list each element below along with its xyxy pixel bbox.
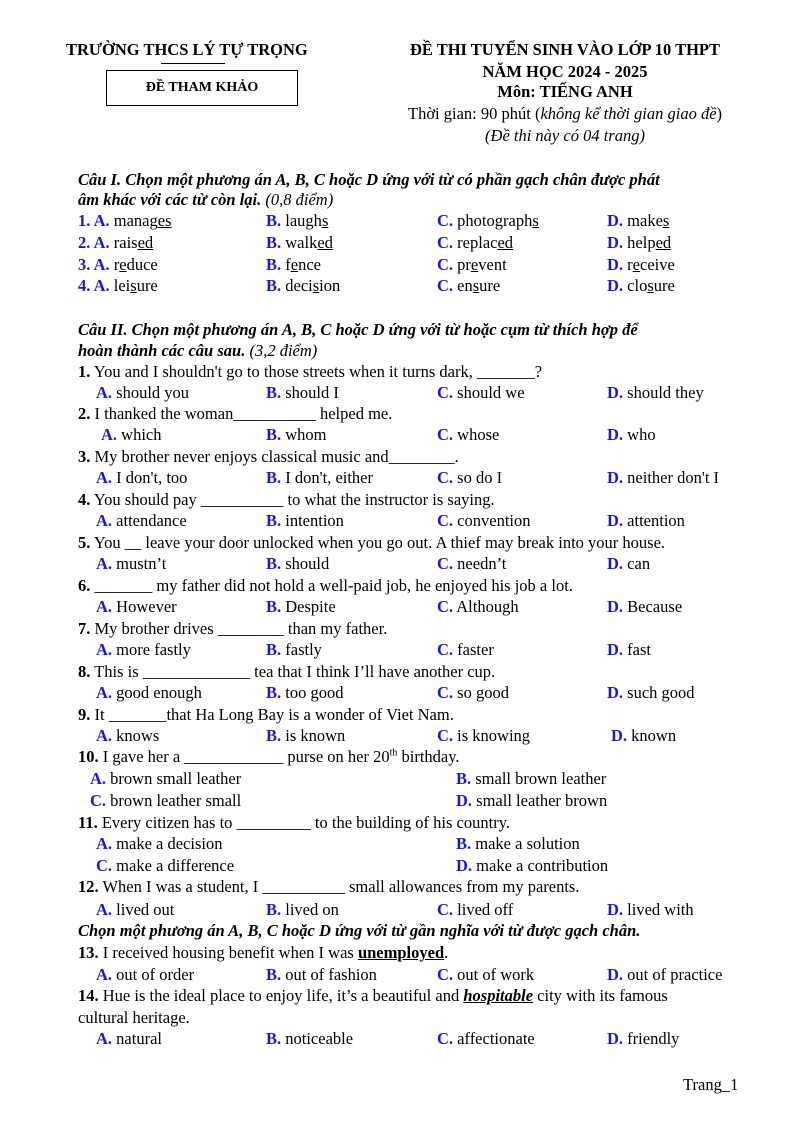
pron-q2-option-a[interactable]: 2. A. raised bbox=[78, 233, 154, 252]
q8-option-b[interactable]: B. too good bbox=[266, 683, 344, 702]
q10-option-c[interactable]: C. brown leather small bbox=[90, 791, 242, 810]
q9-option-b[interactable]: B. is known bbox=[266, 726, 346, 745]
pron-q1-option-b[interactable]: B. laughs bbox=[266, 211, 329, 230]
question-8: 8. This is _____________ tea that I think I’ll have another cup. bbox=[78, 662, 496, 681]
option-word: fence bbox=[285, 255, 321, 274]
question-10: 10. I gave her a ____________ purse on her 20th birthday. bbox=[78, 747, 460, 766]
q4-option-b[interactable]: B. intention bbox=[266, 511, 344, 530]
q6-option-c[interactable]: C. Although bbox=[437, 597, 519, 616]
q13-option-b[interactable]: B. out of fashion bbox=[266, 965, 377, 984]
underlined-word: unemployed bbox=[357, 943, 445, 962]
q7-option-a[interactable]: A. more fastly bbox=[96, 640, 191, 659]
pron-q1-option-c[interactable]: C. photographs bbox=[437, 211, 539, 230]
q7-option-b[interactable]: B. fastly bbox=[266, 640, 322, 659]
option-word: ensure bbox=[457, 276, 501, 295]
question-6: 6. _______ my father did not hold a well-paid job, he enjoyed his job a lot. bbox=[78, 576, 573, 595]
q11-option-d[interactable]: D. make a contribution bbox=[456, 856, 609, 875]
option-word: replaced bbox=[457, 233, 514, 252]
q8-option-c[interactable]: C. so good bbox=[437, 683, 509, 702]
option-word: receive bbox=[627, 255, 675, 274]
q4-option-c[interactable]: C. convention bbox=[437, 511, 531, 530]
pron-q2-option-d[interactable]: D. helped bbox=[607, 233, 672, 252]
option-word: prevent bbox=[457, 255, 507, 274]
pron-q1-option-a[interactable]: 1. A. manages bbox=[78, 211, 172, 230]
q8-option-a[interactable]: A. good enough bbox=[96, 683, 202, 702]
pron-q4-option-c[interactable]: C. ensure bbox=[437, 276, 501, 295]
q2-option-d[interactable]: D. who bbox=[607, 425, 656, 444]
synonym-section-title: Chọn một phương án A, B, C hoặc D ứng với từ gần nghĩa với từ được gạch chân. bbox=[78, 921, 641, 940]
page-count-note: (Đề thi này có 04 trang) bbox=[485, 126, 645, 145]
exam-time: Thời gian: 90 phút (không kể thời gian giao đề) bbox=[407, 104, 723, 123]
pron-q3-option-c[interactable]: C. prevent bbox=[437, 255, 507, 274]
exam-title: ĐỀ THI TUYỂN SINH VÀO LỚP 10 THPT bbox=[409, 40, 721, 59]
reference-exam-badge: ĐỀ THAM KHẢO bbox=[106, 70, 298, 106]
option-word: decision bbox=[285, 276, 341, 295]
school-name: TRƯỜNG THCS LÝ TỰ TRỌNG bbox=[66, 40, 308, 59]
question-14-line2: cultural heritage. bbox=[78, 1008, 190, 1027]
exam-subject: Môn: TIẾNG ANH bbox=[497, 82, 633, 101]
q5-option-d[interactable]: D. can bbox=[607, 554, 651, 573]
option-word: walked bbox=[285, 233, 333, 252]
pron-q1-option-d[interactable]: D. makes bbox=[607, 211, 670, 230]
q6-option-a[interactable]: A. However bbox=[96, 597, 177, 616]
option-word: helped bbox=[627, 233, 672, 252]
q5-option-a[interactable]: A. mustn’t bbox=[96, 554, 167, 573]
q2-option-c[interactable]: C. whose bbox=[437, 425, 500, 444]
question-2: 2. I thanked the woman__________ helped me. bbox=[78, 404, 393, 423]
q10-option-b[interactable]: B. small brown leather bbox=[456, 769, 607, 788]
pron-q2-option-c[interactable]: C. replaced bbox=[437, 233, 514, 252]
option-word: photographs bbox=[457, 211, 539, 230]
q2-option-b[interactable]: B. whom bbox=[266, 425, 327, 444]
q8-option-d[interactable]: D. such good bbox=[607, 683, 695, 702]
option-word: reduce bbox=[113, 255, 158, 274]
q14-option-b[interactable]: B. noticeable bbox=[266, 1029, 354, 1048]
section1-title-line2: âm khác với các từ còn lại. (0,8 điểm) bbox=[78, 190, 334, 209]
page-number: Trang_1 bbox=[683, 1075, 739, 1094]
pron-q4-option-d[interactable]: D. closure bbox=[607, 276, 675, 295]
q10-option-a[interactable]: A. brown small leather bbox=[90, 769, 242, 788]
q2-option-a[interactable]: A. which bbox=[101, 425, 162, 444]
q6-option-d[interactable]: D. Because bbox=[607, 597, 683, 616]
question-13: 13. I received housing benefit when I was unemployed. bbox=[78, 943, 449, 962]
option-word: laughs bbox=[285, 211, 329, 230]
pron-q3-option-a[interactable]: 3. A. reduce bbox=[78, 255, 158, 274]
q1-option-a[interactable]: A. should you bbox=[96, 383, 190, 402]
q1-option-d[interactable]: D. should they bbox=[607, 383, 704, 402]
option-word: leisure bbox=[113, 276, 158, 295]
option-word: manages bbox=[113, 211, 172, 230]
question-7: 7. My brother drives ________ than my father. bbox=[78, 619, 388, 638]
q5-option-b[interactable]: B. should bbox=[266, 554, 330, 573]
school-underline bbox=[161, 63, 225, 64]
q12-option-b[interactable]: B. lived on bbox=[266, 900, 339, 919]
question-1: 1. You and I shouldn't go to those streets when it turns dark, _______? bbox=[78, 362, 543, 381]
q13-option-c[interactable]: C. out of work bbox=[437, 965, 535, 984]
section1-title: Câu I. Chọn một phương án A, B, C hoặc D ứng với từ có phần gạch chân được phát bbox=[78, 170, 660, 189]
underlined-word: hospitable bbox=[463, 986, 534, 1005]
q11-option-c[interactable]: C. make a difference bbox=[96, 856, 235, 875]
q12-option-a[interactable]: A. lived out bbox=[96, 900, 175, 919]
question-12: 12. When I was a student, I __________ small allowances from my parents. bbox=[78, 877, 580, 896]
q14-option-c[interactable]: C. affectionate bbox=[437, 1029, 535, 1048]
exam-year: NĂM HỌC 2024 - 2025 bbox=[482, 62, 648, 81]
pron-q2-option-b[interactable]: B. walked bbox=[266, 233, 333, 252]
option-word: closure bbox=[627, 276, 675, 295]
question-14: 14. Hue is the ideal place to enjoy life, it’s a beautiful and hospitable city with its famous bbox=[78, 986, 668, 1005]
question-4: 4. You should pay __________ to what the instructor is saying. bbox=[78, 490, 495, 509]
option-word: raised bbox=[113, 233, 154, 252]
pron-q3-option-b[interactable]: B. fence bbox=[266, 255, 321, 274]
q14-option-a[interactable]: A. natural bbox=[96, 1029, 162, 1048]
q6-option-b[interactable]: B. Despite bbox=[266, 597, 336, 616]
option-word: makes bbox=[627, 211, 670, 230]
q7-option-c[interactable]: C. faster bbox=[437, 640, 494, 659]
q4-option-d[interactable]: D. attention bbox=[607, 511, 685, 530]
pron-q4-option-a[interactable]: 4. A. leisure bbox=[78, 276, 158, 295]
q11-option-a[interactable]: A. make a decision bbox=[96, 834, 223, 853]
q5-option-c[interactable]: C. needn’t bbox=[437, 554, 507, 573]
q13-option-d[interactable]: D. out of practice bbox=[607, 965, 723, 984]
q3-option-d[interactable]: D. neither don't I bbox=[607, 468, 720, 487]
pron-q3-option-d[interactable]: D. receive bbox=[607, 255, 675, 274]
question-3: 3. My brother never enjoys classical music and________. bbox=[78, 447, 459, 466]
q9-option-a[interactable]: A. knows bbox=[96, 726, 160, 745]
q1-option-b[interactable]: B. should I bbox=[266, 383, 339, 402]
pron-q4-option-b[interactable]: B. decision bbox=[266, 276, 341, 295]
q3-option-c[interactable]: C. so do I bbox=[437, 468, 503, 487]
q1-option-c[interactable]: C. should we bbox=[437, 383, 525, 402]
q3-option-a[interactable]: A. I don't, too bbox=[96, 468, 188, 487]
q12-option-d[interactable]: D. lived with bbox=[607, 900, 694, 919]
q3-option-b[interactable]: B. I don't, either bbox=[266, 468, 374, 487]
q7-option-d[interactable]: D. fast bbox=[607, 640, 651, 659]
section2-title: Câu II. Chọn một phương án A, B, C hoặc D ứng với từ hoặc cụm từ thích hợp để bbox=[78, 320, 638, 339]
q11-option-b[interactable]: B. make a solution bbox=[456, 834, 580, 853]
section2-title-line2: hoàn thành các câu sau. (3,2 điểm) bbox=[78, 341, 318, 360]
question-9: 9. It _______that Ha Long Bay is a wonder of Viet Nam. bbox=[78, 705, 454, 724]
q9-option-d[interactable]: D. known bbox=[611, 726, 677, 745]
q13-option-a[interactable]: A. out of order bbox=[96, 965, 195, 984]
q10-option-d[interactable]: D. small leather brown bbox=[456, 791, 608, 810]
q9-option-c[interactable]: C. is knowing bbox=[437, 726, 531, 745]
q14-option-d[interactable]: D. friendly bbox=[607, 1029, 680, 1048]
question-11: 11. Every citizen has to _________ to the building of his country. bbox=[78, 813, 510, 832]
question-5: 5. You __ leave your door unlocked when you go out. A thief may break into your house. bbox=[78, 533, 666, 552]
q4-option-a[interactable]: A. attendance bbox=[96, 511, 187, 530]
q12-option-c[interactable]: C. lived off bbox=[437, 900, 514, 919]
